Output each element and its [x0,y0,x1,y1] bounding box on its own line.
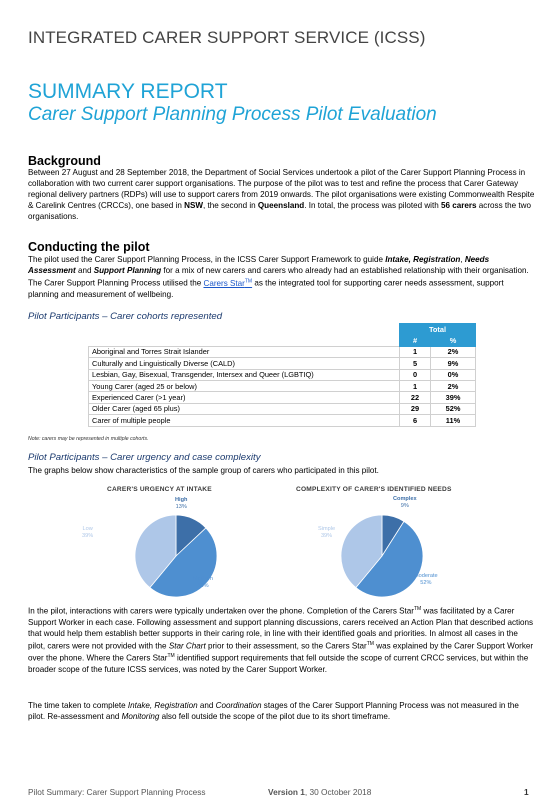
cohort-percent: 9% [431,358,476,369]
pie-label-complex: Complex 9% [393,496,417,509]
cohort-percent: 11% [431,415,476,426]
footer-version: Version 1, 30 October 2018 [268,787,372,797]
cohort-count: 1 [400,380,431,391]
cohort-count: 1 [400,346,431,357]
complexity-chart-title: COMPLEXITY OF CARER'S IDENTIFIED NEEDS [296,486,452,493]
percent-column-header: % [431,335,476,346]
pie-label-low: Low 39% [82,526,94,539]
conducting-paragraph: The pilot used the Carer Support Planning Process, in the ICSS Carer Support Framework to guide Intake, Registration, Needs Assessment and Support Planning for a mix of new carers and carers who already had an established relationship with their organisation. The Carer Support Planning Process utilised the Carers Star™ as the integrated tool for supporting carer needs assessment, support planning and measurement of wellbeing. [28,255,529,299]
time-paragraph: The time taken to complete Intake, Registration and Coordination stages of the Carer Support Planning Process was not measured in the pilot. Re-assessment and Monitoring also fell outside the scope of the pilot due to its short timeframe. [28,701,519,721]
organisation-name: INTEGRATED CARER SUPPORT SERVICE (ICSS) [28,28,426,47]
pie-label-moderate: Moderate 52% [414,573,438,586]
participants-heading: Pilot Participants – Carer cohorts represented [28,311,223,322]
table-row [89,392,476,403]
urgency-intro: The graphs below show characteristics of the sample group of carers who participated in this pilot. [28,466,379,475]
cohort-percent: 2% [431,346,476,357]
urgency-heading: Pilot Participants – Carer urgency and case complexity [28,452,261,463]
cohort-label: Experienced Carer (>1 year) [89,392,400,403]
total-header: Total [400,324,476,335]
pilot-paragraph: In the pilot, interactions with carers were typically undertaken over the phone. Completion of the Carers Star™ was facilitated by a Carer Support Worker in each case. Following assessment and support planning discussions, carers received an Action Plan that described actions that would help them establish better supports in their caring role, in line with their identified goals and priorities. In almost all cases in the pilot, carers were not provided with the Star Chart prior to their assessment, so the Carers Star™ was explained by the Carer Support Worker over the phone. Where the Carers Star™ identified support requirements that fell outside the scope of current CRCC services, but within the broader scope of the future ICSS services, was noted by the Carer Support Worker. [28,606,534,675]
table-note: Note: carers may be represented in multiple cohorts. [28,436,149,442]
table-row [89,358,476,369]
pie-label-high: High 13% [175,497,188,510]
background-heading: Background [28,154,101,168]
urgency-chart-title: CARER'S URGENCY AT INTAKE [107,486,212,493]
cohort-label: Young Carer (aged 25 or below) [89,380,400,391]
cohort-label: Lesbian, Gay, Bisexual, Transgender, Intersex and Queer (LGBTIQ) [89,369,400,380]
cohort-label: Aboriginal and Torres Strait Islander [89,346,400,357]
table-row [89,403,476,414]
cohort-count: 0 [400,369,431,380]
cohort-percent: 2% [431,380,476,391]
cohort-count: 5 [400,358,431,369]
table-row [89,380,476,391]
background-paragraph: Between 27 August and 28 September 2018, the Department of Social Services undertook a pilot of the Carer Support Planning Process in collaboration with two current carer support organisations. The purpose of the pilot was to test and refine the process that Carer Gateway regional delivery partners (RDPs) will use to support carers from 2019 onwards. The pilot organisations were existing Commonwealth Respite & Carelink Centres (CRCCs), one based in NSW, the second in Queensland. In total, the process was piloted with 56 carers across the two organisations. [28,168,535,221]
cohort-count: 6 [400,415,431,426]
table-row [89,369,476,380]
cohort-count: 29 [400,403,431,414]
count-column-header: # [400,335,431,346]
carers-star-link[interactable]: Carers Star™ [203,278,253,288]
table-row [89,346,476,357]
cohort-table [88,323,476,427]
footer-title: Pilot Summary: Carer Support Planning Process [28,787,206,797]
pie-label-medium: Medium 48% [193,576,213,589]
conducting-heading: Conducting the pilot [28,240,150,254]
report-title: SUMMARY REPORT [28,80,228,103]
pie-label-simple: Simple 39% [318,526,336,539]
cohort-label: Culturally and Linguistically Diverse (CALD) [89,358,400,369]
report-subtitle: Carer Support Planning Process Pilot Evaluation [28,104,437,125]
cohort-label: Carer of multiple people [89,415,400,426]
complexity-pie-chart [337,511,427,601]
cohort-percent: 52% [431,403,476,414]
table-row [89,415,476,426]
cohort-percent: 0% [431,369,476,380]
cohort-count: 22 [400,392,431,403]
cohort-label: Older Carer (aged 65 plus) [89,403,400,414]
footer-page-number: 1 [524,787,529,797]
cohort-percent: 39% [431,392,476,403]
